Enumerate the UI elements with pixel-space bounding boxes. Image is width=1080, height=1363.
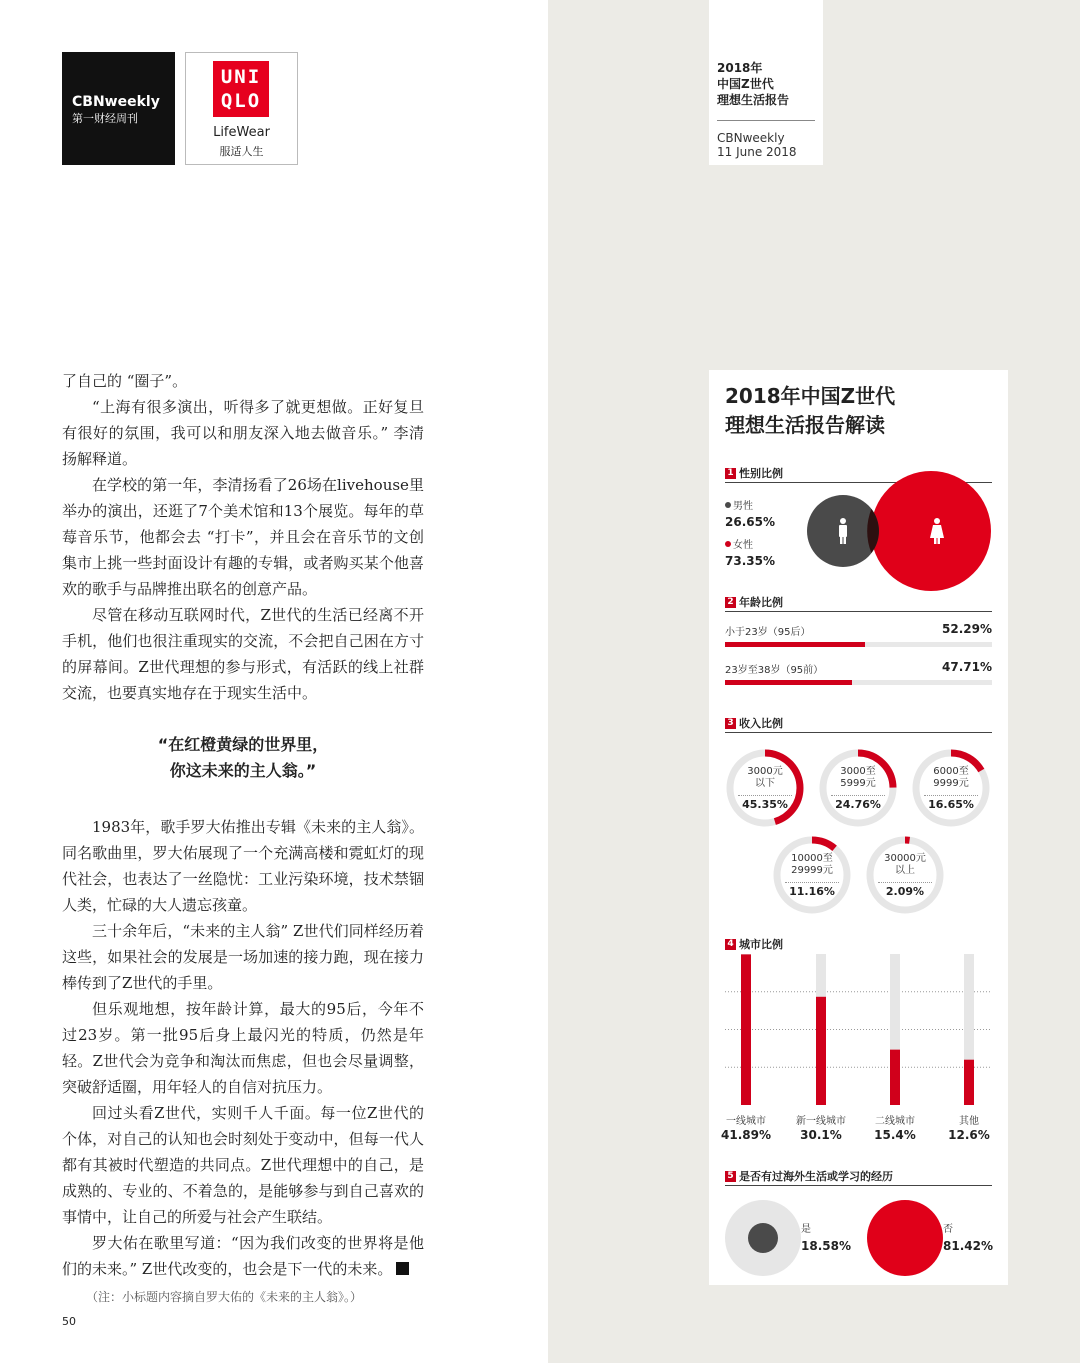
city-bar-value: 30.1% — [800, 1128, 842, 1142]
age-row-label: 小于23岁（95后） — [725, 627, 811, 638]
article-paragraph: “上海有很多演出，听得多了就更想做。正好复旦有很好的氛围，我可以和朋友深入地去做音乐。” 李清扬解释道。 — [62, 398, 424, 468]
city-bar-value: 41.89% — [721, 1128, 771, 1142]
report-tag — [709, 0, 823, 165]
section-divider — [725, 1185, 992, 1186]
gender-venn-chart — [803, 468, 993, 594]
city-bar-label: 二线城市 — [875, 1116, 915, 1127]
infographic-title — [725, 382, 895, 440]
city-bar-value: 12.6% — [948, 1128, 990, 1142]
age-bar-track — [725, 680, 992, 685]
age-section-heading — [725, 594, 783, 610]
income-ring-value: 11.16% — [785, 882, 839, 898]
lifewear-subtitle: 服适人生 — [219, 145, 264, 158]
age-row-value: 47.71% — [942, 660, 992, 674]
female-value: 73.35% — [725, 554, 775, 568]
city-bar — [890, 1050, 900, 1105]
income-ring-text — [818, 766, 898, 811]
uniqlo-mark: UNI QLO — [213, 61, 269, 117]
income-ring-value: 24.76% — [831, 795, 885, 811]
section-number: 4 — [725, 939, 736, 950]
income-ring-label: 10000至 — [791, 853, 833, 864]
overseas-no-circle — [865, 1198, 945, 1278]
age-bar-track — [725, 642, 992, 647]
female-circle — [871, 471, 991, 591]
infographic-card — [709, 370, 1008, 1285]
overseas-yes-value: 18.58% — [801, 1239, 851, 1253]
city-bar-label: 其他 — [959, 1116, 979, 1127]
pull-quote-line: 你这未来的主人翁。” — [169, 761, 317, 780]
report-tag-title-line: 理想生活报告 — [717, 93, 790, 107]
male-legend — [725, 497, 753, 512]
uniqlo-logo — [185, 52, 298, 165]
income-ring-label: 以下 — [755, 778, 775, 789]
article-body — [62, 368, 424, 1310]
article-paragraph: 回过头看Z世代，实则千人千面。每一位Z世代的个体，对自己的认知也会时刻处于变动中，但每一代人都有其被时代塑造的共同点。Z世代理想中的自己，是成熟的、专业的、不着急的，是能够参与到自己喜欢的事情中，让自己的所爱与社会产生联结。 — [62, 1104, 424, 1226]
article-paragraph: 三十余年后，“未来的主人翁” Z世代们同样经历着这些，如果社会的发展是一场加速的接力跑，现在接力棒传到了Z世代的手里。 — [62, 922, 424, 992]
overseas-no-disc — [867, 1200, 943, 1276]
article-paragraph: 在学校的第一年，李清扬看了26场在livehouse里举办的演出，还逛了7个美术馆和13个展览。每年的草莓音乐节，他都会去 “打卡”，并且会在音乐节的文创集市上挑一些封面设计有趣的专辑，或者购买某个他喜欢的歌手与品牌推出联名的创意产品。 — [62, 476, 424, 598]
female-legend-dot — [725, 541, 731, 547]
section-heading-label: 是否有过海外生活或学习的经历 — [739, 1170, 893, 1183]
income-ring-text — [911, 766, 991, 811]
report-tag-date: 11 June 2018 — [717, 145, 797, 159]
section-divider — [725, 611, 992, 612]
section-divider — [725, 732, 992, 733]
overseas-no-value: 81.42% — [943, 1239, 993, 1253]
city-bar — [741, 954, 751, 1105]
age-bar-fill — [725, 642, 865, 647]
income-section-heading — [725, 715, 783, 731]
male-legend-dot — [725, 502, 731, 508]
income-ring-label: 29999元 — [791, 865, 833, 876]
section-heading-label: 城市比例 — [739, 938, 783, 951]
section-number: 3 — [725, 718, 736, 729]
article-paragraph: 了自己的 “圈子”。 — [62, 372, 188, 390]
income-ring-label: 9999元 — [933, 778, 969, 789]
age-row-value: 52.29% — [942, 622, 992, 636]
gender-section-heading — [725, 465, 783, 481]
article-paragraph: 尽管在移动互联网时代，Z世代的生活已经离不开手机，他们也很注重现实的交流，不会把自己困在方寸的屏幕间。Z世代理想的参与形式，有活跃的线上社群交流，也要真实地存在于现实生活中。 — [62, 606, 424, 702]
report-tag-title-line: 2018年 — [717, 61, 763, 75]
overseas-section-heading — [725, 1168, 893, 1184]
city-bar-chart — [709, 950, 1008, 1110]
male-legend-label: 男性 — [733, 501, 753, 512]
city-bar — [816, 997, 826, 1105]
income-ring-value: 16.65% — [924, 795, 978, 811]
cbnweekly-logo — [62, 52, 175, 165]
section-number: 2 — [725, 597, 736, 608]
report-tag-title-line: 中国Z世代 — [717, 77, 774, 91]
lifewear-label: LifeWear — [213, 125, 270, 140]
city-bar-label: 一线城市 — [726, 1116, 766, 1127]
cbnweekly-logo-subtitle: 第一财经周刊 — [72, 112, 138, 125]
section-heading-label: 收入比例 — [739, 717, 783, 730]
age-row-label: 23岁至38岁（95前） — [725, 665, 824, 676]
income-ring-value: 2.09% — [878, 882, 932, 898]
page-number: 50 — [62, 1315, 76, 1328]
age-bar-fill — [725, 680, 852, 685]
section-number: 1 — [725, 468, 736, 479]
article-last-paragraph — [62, 1230, 424, 1282]
overseas-yes-inner — [748, 1223, 778, 1253]
article-paragraph: 但乐观地想，按年龄计算，最大的95后，今年不过23岁。第一批95后身上最闪光的特质，仍然是年轻。Z世代会为竞争和淘汰而焦虑，但也会尽量调整，突破舒适圈，用年轻人的自信对抗压力。 — [62, 1000, 424, 1096]
income-ring-label: 以上 — [895, 865, 915, 876]
article-paragraph-text: 罗大佑在歌里写道：“因为我们改变的世界将是他们的未来。” Z世代改变的，也会是下一代的未来。 — [62, 1234, 424, 1278]
male-value: 26.65% — [725, 515, 775, 529]
pull-quote — [62, 732, 424, 784]
overseas-yes-label: 是 — [801, 1224, 811, 1235]
city-bar-label: 新一线城市 — [796, 1116, 846, 1127]
female-legend — [725, 536, 753, 551]
income-ring-text — [725, 766, 805, 811]
report-tag-divider — [717, 120, 815, 121]
overseas-yes-circle — [723, 1198, 803, 1278]
section-heading-label: 性别比例 — [739, 467, 783, 480]
income-ring-label: 30000元 — [884, 853, 926, 864]
overseas-no-label: 否 — [943, 1224, 953, 1235]
section-number: 5 — [725, 1171, 736, 1182]
infographic-title-line: 2018年中国Z世代 — [725, 384, 896, 408]
income-ring-label: 3000至 — [840, 766, 876, 777]
report-tag-source: CBNweekly — [717, 131, 785, 145]
income-ring-text — [772, 853, 852, 898]
city-bar-value: 15.4% — [874, 1128, 916, 1142]
cbnweekly-logo-title: CBNweekly — [72, 94, 160, 110]
income-ring-value: 45.35% — [738, 795, 792, 811]
section-heading-label: 年龄比例 — [739, 596, 783, 609]
income-ring-label: 6000至 — [933, 766, 969, 777]
article-note: （注：小标题内容摘自罗大佑的《未来的主人翁》。） — [86, 1290, 363, 1304]
income-ring-label: 5999元 — [840, 778, 876, 789]
income-ring-text — [865, 853, 945, 898]
pull-quote-line: “在红橙黄绿的世界里， — [157, 735, 329, 754]
article-paragraph: 1983年，歌手罗大佑推出专辑《未来的主人翁》。同名歌曲里，罗大佑展现了一个充满高楼和霓虹灯的现代社会，也表达了一丝隐忧：工业污染环境，技术禁锢人类，忙碌的大人遗忘孩童。 — [62, 818, 424, 914]
end-mark-icon — [396, 1262, 409, 1275]
female-legend-label: 女性 — [733, 540, 753, 551]
infographic-title-line: 理想生活报告解读 — [725, 413, 885, 437]
city-bar — [964, 1060, 974, 1105]
income-ring-label: 3000元 — [747, 766, 783, 777]
